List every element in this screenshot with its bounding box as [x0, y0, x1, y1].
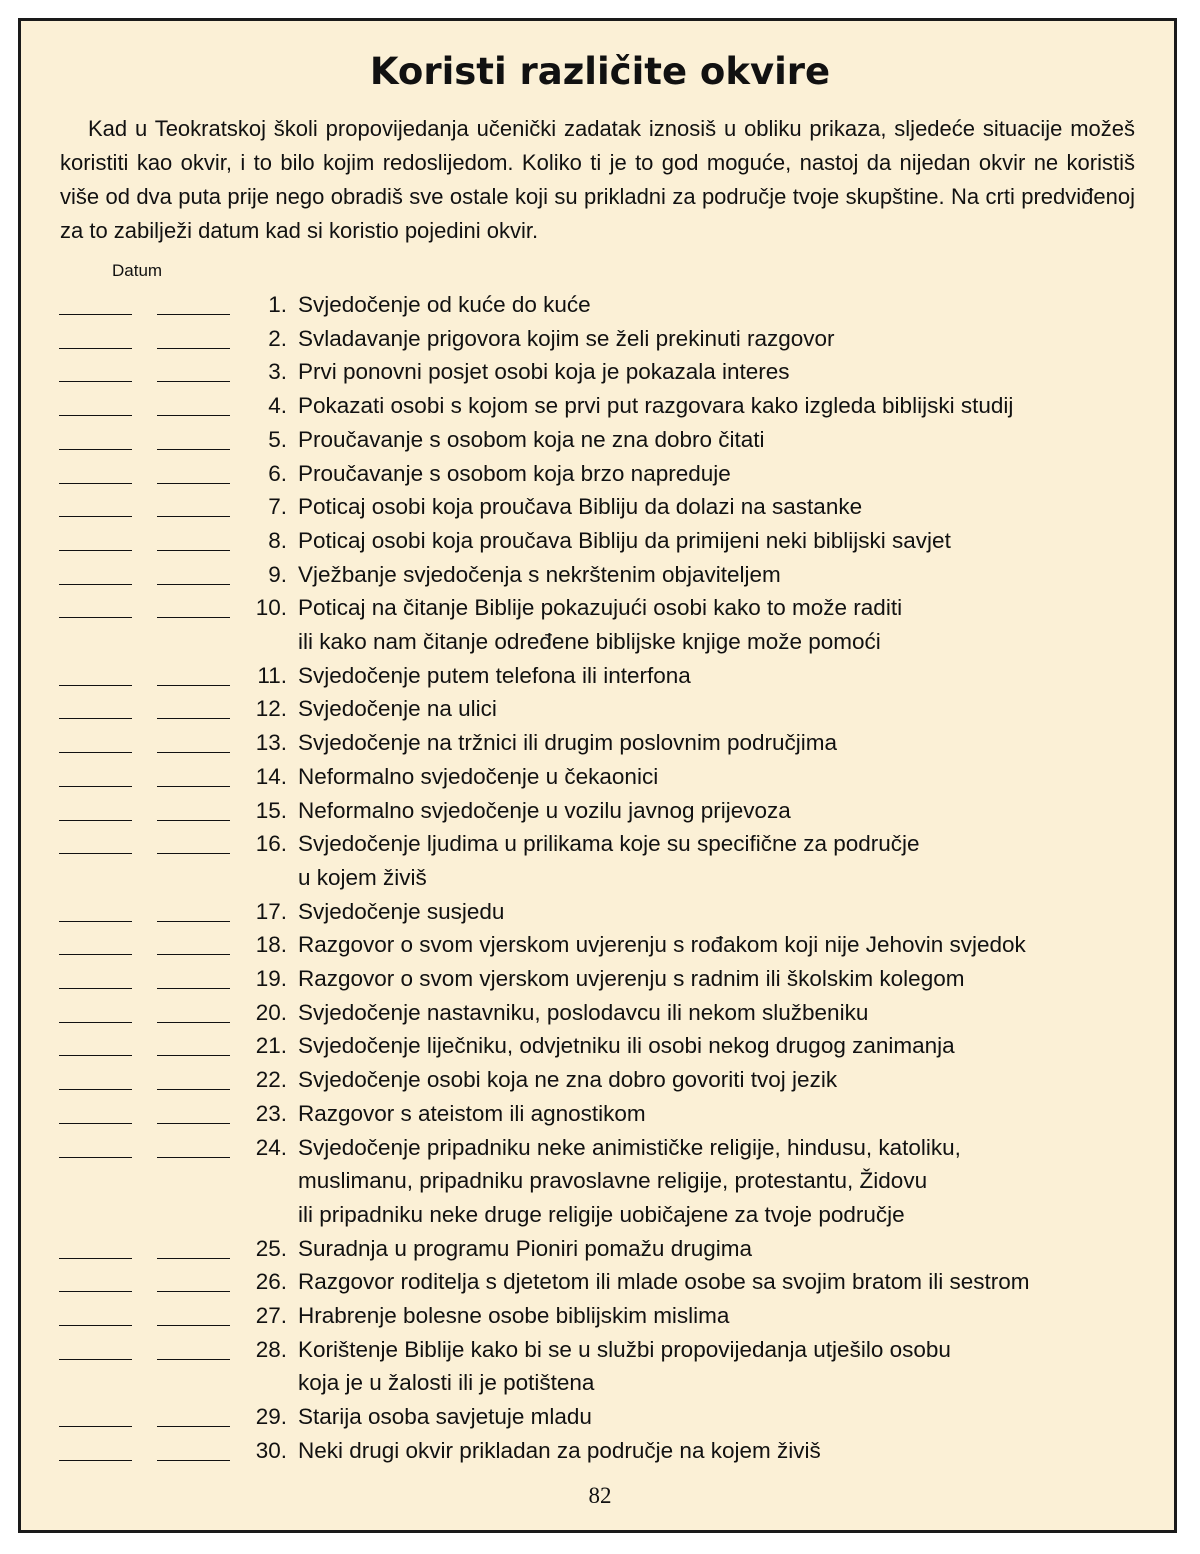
item-text [298, 760, 1178, 794]
item-number: 5. [268, 426, 287, 452]
date-blank-2[interactable] [157, 314, 230, 315]
item-text-line: Svjedočenje putem telefona ili interfona [298, 662, 691, 688]
item-text-line: Svladavanje prigovora kojim se želi prekinuti razgovor [298, 325, 835, 351]
item-text-line: Neformalno svjedočenje u čekaonici [298, 763, 659, 789]
item-number: 19. [255, 966, 287, 991]
date-blank-1[interactable] [59, 314, 132, 315]
item-text-line: Neki drugi okvir prikladan za područje na kojem živiš [298, 1437, 821, 1463]
item-text-line: Svjedočenje pripadniku neke animističke religije, hindusu, katoliku, [298, 1134, 961, 1160]
item-text [298, 457, 1178, 491]
item-text-line: Svjedočenje ljudima u prilikama koje su specifične za područje [298, 831, 920, 857]
item-number: 28. [255, 1336, 287, 1362]
item-text-line: muslimanu, pripadniku pravoslavne religije, protestantu, Židovu [298, 1168, 928, 1194]
date-blank-1[interactable] [59, 820, 132, 821]
item-number: 8. [268, 527, 287, 553]
item-text [298, 794, 1178, 828]
item-text-line: Razgovor roditelja s djetetom ili mlade osobe sa svojim bratom ili sestrom [298, 1269, 1030, 1295]
item-text-line: Proučavanje s osobom koja brzo napreduje [298, 460, 731, 486]
date-blank-1[interactable] [59, 752, 132, 753]
item-text-line: Svjedočenje liječniku, odvjetniku ili osobi nekog drugog zanimanja [298, 1033, 955, 1059]
item-text [298, 928, 1178, 962]
date-blank-2[interactable] [157, 954, 230, 955]
date-blank-2[interactable] [157, 1123, 230, 1124]
date-blank-2[interactable] [157, 921, 230, 922]
item-text [298, 490, 1178, 524]
item-text-line: ili kako nam čitanje određene biblijske knjige može pomoći [298, 629, 881, 654]
item-text [298, 558, 1178, 592]
item-text [298, 726, 1178, 760]
date-blank-2[interactable] [157, 617, 230, 618]
item-number: 17. [255, 898, 287, 924]
item-text [298, 1299, 1178, 1333]
item-number: 4. [268, 393, 287, 419]
item-text [298, 1333, 1178, 1400]
item-text [298, 423, 1178, 457]
intro-paragraph: Kad u Teokratskoj školi propovijedanja učenički zadatak iznosiš u obliku prikaza, sljedeće situacije možeš koristiti kao okvir, i to bilo kojim redoslijedom. Koliko ti je to god moguće, nastoj da nijedan okvir ne koristiš više od dva puta prije nego obradiš sve ostale koji su prikladni za područje tvoje skupštine. Na crti predviđenoj za to zabilježi datum kad si koristio pojedini okvir. [60, 116, 1135, 243]
item-text-line: Svjedočenje na ulici [298, 696, 497, 722]
item-text-line: Poticaj osobi koja proučava Bibliju da primijeni neki biblijski savjet [298, 527, 951, 553]
date-blank-1[interactable] [59, 348, 132, 349]
date-blank-1[interactable] [59, 853, 132, 854]
date-blank-2[interactable] [157, 584, 230, 585]
date-blank-1[interactable] [59, 1291, 132, 1292]
item-text [298, 827, 1178, 894]
date-blank-2[interactable] [157, 752, 230, 753]
date-blank-2[interactable] [157, 1325, 230, 1326]
date-blank-1[interactable] [59, 516, 132, 517]
item-text-line: ili pripadniku neke druge religije uobičajene za tvoje područje [298, 1201, 905, 1227]
item-number: 22. [255, 1067, 287, 1093]
item-text-line: u kojem živiš [298, 864, 427, 890]
item-text [298, 1400, 1178, 1434]
item-text-line: Razgovor s ateistom ili agnostikom [298, 1100, 646, 1126]
item-text [298, 355, 1178, 389]
item-number: 7. [268, 494, 287, 520]
item-text-line: Svjedočenje na tržnici ili drugim poslovnim područjima [298, 730, 837, 756]
date-blank-1[interactable] [59, 584, 132, 585]
date-blank-1[interactable] [59, 381, 132, 382]
date-blank-2[interactable] [157, 1089, 230, 1090]
item-text [298, 288, 1178, 322]
item-text-line: koja je u žalosti ili je potištena [298, 1370, 595, 1396]
date-blank-1[interactable] [59, 1359, 132, 1360]
item-text-line: Razgovor o svom vjerskom uvjerenju s radnim ili školskim kolegom [298, 966, 965, 991]
item-number: 12. [255, 696, 287, 722]
date-blank-2[interactable] [157, 381, 230, 382]
item-text [298, 692, 1178, 726]
item-number: 6. [268, 460, 287, 486]
item-text-line: Starija osoba savjetuje mladu [298, 1404, 592, 1430]
item-text-line: Razgovor o svom vjerskom uvjerenju s rođakom koji nije Jehovin svjedok [298, 932, 1026, 958]
date-blank-1[interactable] [59, 1157, 132, 1158]
item-text-line: Hrabrenje bolesne osobe biblijskim mislima [298, 1303, 730, 1328]
item-text-line: Proučavanje s osobom koja ne zna dobro čitati [298, 426, 765, 452]
item-text-line: Poticaj na čitanje Biblije pokazujući osobi kako to može raditi [298, 595, 903, 621]
date-blank-1[interactable] [59, 1460, 132, 1461]
item-text [298, 1434, 1178, 1468]
item-text [298, 322, 1178, 356]
item-text-line: Korištenje Biblije kako bi se u službi propovijedanja utješilo osobu [298, 1336, 951, 1362]
date-blank-2[interactable] [157, 483, 230, 484]
item-number: 3. [268, 359, 287, 385]
date-blank-2[interactable] [157, 1022, 230, 1023]
item-text [298, 659, 1178, 693]
item-number: 21. [255, 1033, 287, 1059]
item-text-line: Neformalno svjedočenje u vozilu javnog prijevoza [298, 797, 791, 823]
item-number: 2. [268, 325, 287, 351]
item-text [298, 1063, 1178, 1097]
date-blank-1[interactable] [59, 921, 132, 922]
date-blank-1[interactable] [59, 617, 132, 618]
item-number: 16. [255, 831, 287, 857]
date-blank-1[interactable] [59, 685, 132, 686]
item-number: 13. [255, 730, 287, 756]
page-title: Koristi različite okvire [369, 50, 831, 93]
date-blank-2[interactable] [157, 786, 230, 787]
date-blank-2[interactable] [157, 516, 230, 517]
item-text-line: Vježbanje svjedočenja s nekrštenim objaviteljem [298, 561, 781, 587]
item-text [298, 1131, 1178, 1232]
item-number: 26. [255, 1269, 287, 1295]
date-blank-1[interactable] [59, 954, 132, 955]
date-blank-1[interactable] [59, 786, 132, 787]
date-blank-1[interactable] [59, 449, 132, 450]
date-blank-2[interactable] [157, 1359, 230, 1360]
date-blank-2[interactable] [157, 348, 230, 349]
date-blank-1[interactable] [59, 550, 132, 551]
date-blank-2[interactable] [157, 718, 230, 719]
date-blank-2[interactable] [157, 685, 230, 686]
item-number: 14. [255, 763, 287, 789]
date-blank-2[interactable] [157, 1157, 230, 1158]
item-text-line: Svjedočenje susjedu [298, 898, 505, 924]
item-text-line: Suradnja u programu Pioniri pomažu drugima [298, 1235, 752, 1261]
item-number: 10. [255, 595, 287, 621]
item-number: 29. [255, 1404, 287, 1430]
date-blank-1[interactable] [59, 483, 132, 484]
item-number: 27. [255, 1303, 287, 1328]
datum-label: Datum [112, 261, 163, 280]
item-number: 15. [255, 797, 287, 823]
item-text-line: Svjedočenje od kuće do kuće [298, 292, 591, 317]
date-blank-2[interactable] [157, 415, 230, 416]
date-blank-2[interactable] [157, 1460, 230, 1461]
date-blank-1[interactable] [59, 1055, 132, 1056]
date-blank-1[interactable] [59, 415, 132, 416]
date-blank-1[interactable] [59, 988, 132, 989]
item-text [298, 1232, 1178, 1266]
item-number: 1. [268, 292, 287, 317]
item-text [298, 591, 1178, 658]
date-blank-2[interactable] [157, 550, 230, 551]
item-number: 23. [255, 1100, 287, 1126]
item-text-line: Prvi ponovni posjet osobi koja je pokazala interes [298, 359, 790, 385]
item-text [298, 962, 1178, 996]
date-blank-1[interactable] [59, 1325, 132, 1326]
item-number: 25. [255, 1235, 287, 1261]
item-text [298, 389, 1178, 423]
item-number: 30. [255, 1437, 287, 1463]
date-blank-2[interactable] [157, 449, 230, 450]
item-number: 18. [255, 932, 287, 958]
item-text-line: Svjedočenje nastavniku, poslodavcu ili nekom službeniku [298, 999, 869, 1025]
date-blank-1[interactable] [59, 1123, 132, 1124]
date-blank-2[interactable] [157, 1426, 230, 1427]
date-blank-2[interactable] [157, 853, 230, 854]
item-text [298, 524, 1178, 558]
date-blank-1[interactable] [59, 1089, 132, 1090]
item-text [298, 1265, 1178, 1299]
item-number: 11. [257, 662, 287, 688]
date-blank-1[interactable] [59, 1258, 132, 1259]
date-blank-2[interactable] [157, 1291, 230, 1292]
date-blank-2[interactable] [157, 988, 230, 989]
date-blank-2[interactable] [157, 1258, 230, 1259]
item-text-line: Svjedočenje osobi koja ne zna dobro govoriti tvoj jezik [298, 1067, 838, 1093]
date-blank-2[interactable] [157, 1055, 230, 1056]
date-blank-1[interactable] [59, 1022, 132, 1023]
item-text-line: Poticaj osobi koja proučava Bibliju da dolazi na sastanke [298, 494, 863, 520]
item-number: 24. [255, 1134, 287, 1160]
item-text-line: Pokazati osobi s kojom se prvi put razgovara kako izgleda biblijski studij [298, 393, 1014, 419]
item-text [298, 996, 1178, 1030]
date-blank-2[interactable] [157, 820, 230, 821]
item-number: 9. [268, 561, 287, 587]
item-text [298, 1029, 1178, 1063]
date-blank-1[interactable] [59, 1426, 132, 1427]
page-number: 82 [588, 1483, 612, 1508]
date-blank-1[interactable] [59, 718, 132, 719]
item-number: 20. [255, 999, 287, 1025]
item-text [298, 1097, 1178, 1131]
item-text [298, 895, 1178, 929]
